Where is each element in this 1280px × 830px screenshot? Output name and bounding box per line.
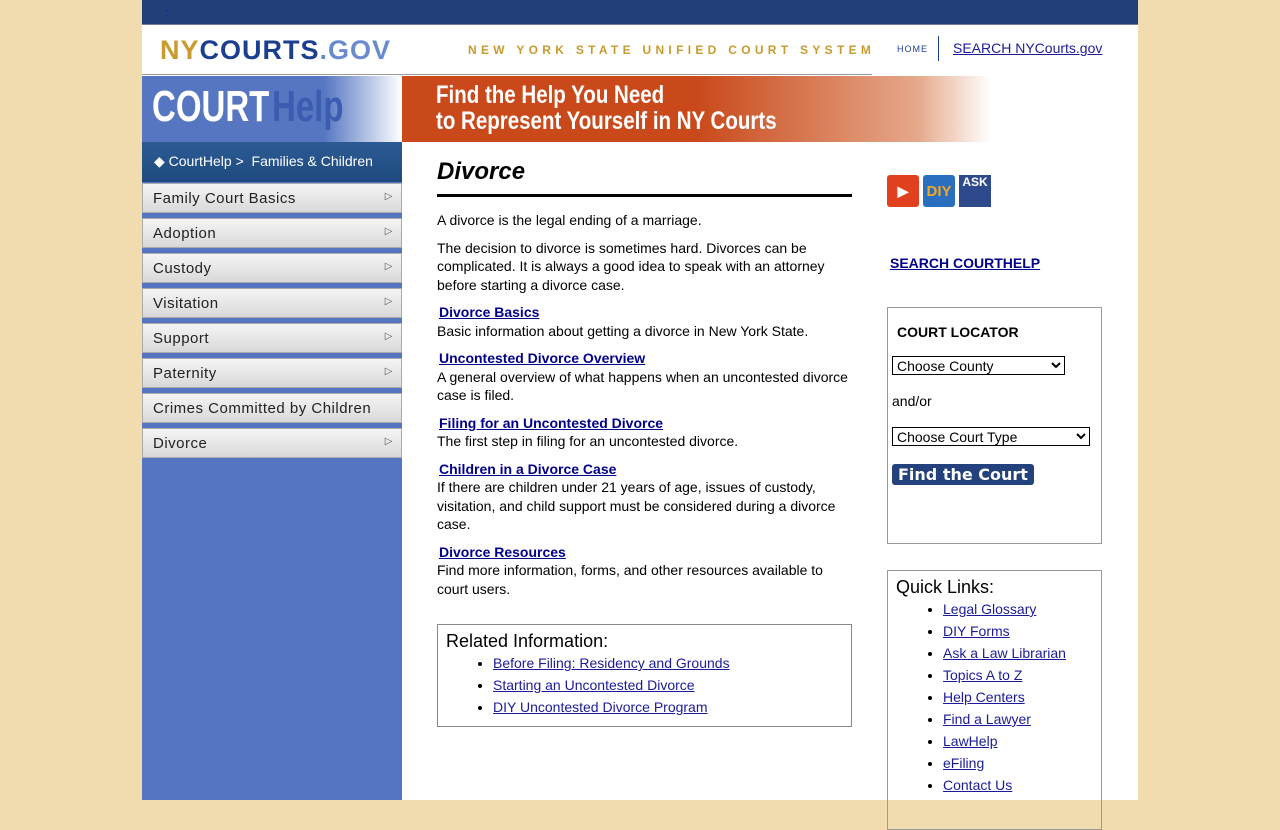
diy-icon[interactable]: DIY — [923, 175, 955, 207]
logo-gov: .GOV — [319, 35, 392, 65]
breadcrumb-families[interactable]: Families & Children — [251, 153, 373, 169]
sidebar-item[interactable] — [142, 218, 402, 248]
related-link[interactable]: DIY Uncontested Divorce Program — [493, 699, 708, 715]
intro-text: The decision to divorce is sometimes hard. Divorces can be complicated. It is always a good idea to speak with an attorney before starting a divorce case. — [437, 239, 825, 293]
search-courthelp-link[interactable]: SEARCH COURTHELP — [890, 255, 1041, 271]
section-desc: If there are children under 21 years of age, issues of custody, visitation, and child support must be considered during a divorce case. — [437, 479, 836, 532]
sidebar-item[interactable] — [142, 428, 402, 458]
slogan-line2: to Represent Yourself in NY Courts — [436, 107, 777, 135]
sidebar-item-label: Crimes Committed by Children — [153, 400, 372, 417]
logo-ny: NY — [160, 35, 200, 65]
sidebar-item-label: Visitation — [153, 295, 219, 312]
quick-link[interactable]: Topics A to Z — [943, 667, 1023, 683]
chevron-right-icon: ▷ — [384, 331, 393, 342]
chevron-right-icon: ▷ — [384, 296, 393, 307]
sidebar-item-label: Paternity — [153, 365, 217, 382]
section — [437, 414, 852, 451]
top-bar — [142, 0, 1138, 25]
page — [142, 0, 1138, 800]
logo-court: COURT — [152, 82, 270, 131]
section-desc: Basic information about getting a divorce in New York State. — [437, 322, 809, 339]
masthead — [142, 25, 876, 75]
quick-link[interactable]: Ask a Law Librarian — [943, 645, 1066, 661]
divider — [938, 36, 939, 61]
slogan-line1: Find the Help You Need — [436, 81, 665, 109]
find-court-button[interactable]: Find the Court — [892, 464, 1034, 485]
court-type-select[interactable] — [892, 427, 1090, 446]
tagline: NEW YORK STATE UNIFIED COURT SYSTEM — [468, 43, 876, 57]
related-title: Related Information: — [446, 631, 609, 651]
sidebar-item[interactable] — [142, 393, 402, 423]
list-item — [943, 598, 1093, 620]
quick-link[interactable]: LawHelp — [943, 733, 998, 749]
list-item — [943, 642, 1093, 664]
list-item — [943, 708, 1093, 730]
breadcrumb-courthelp[interactable]: CourtHelp > — [168, 153, 244, 169]
section — [437, 460, 852, 534]
list-item — [943, 620, 1093, 642]
quick-links-box — [887, 570, 1102, 830]
quick-link[interactable]: eFiling — [943, 755, 985, 771]
section — [437, 349, 852, 405]
banner-slogan — [402, 76, 1138, 142]
page-title: Divorce — [437, 158, 852, 197]
list-item — [493, 674, 843, 696]
sidebar-item-label: Custody — [153, 260, 212, 277]
sidebar-item[interactable] — [142, 358, 402, 388]
list-item — [493, 652, 843, 674]
main-content — [437, 158, 852, 727]
list-item — [943, 752, 1093, 774]
list-item — [493, 696, 843, 718]
sidebar-item[interactable] — [142, 183, 402, 213]
sidebar-item[interactable] — [142, 288, 402, 318]
home-link[interactable]: HOME — [897, 44, 928, 54]
and-or-label: and/or — [892, 393, 932, 409]
sidebar-item[interactable] — [142, 323, 402, 353]
sidebar-item[interactable] — [142, 253, 402, 283]
breadcrumb — [142, 142, 402, 182]
section-link[interactable]: Filing for an Uncontested Divorce — [439, 414, 664, 431]
section-desc: The first step in filing for an uncontested divorce. — [437, 433, 739, 449]
quick-link[interactable]: Help Centers — [943, 689, 1025, 705]
section — [437, 303, 852, 340]
section-link[interactable]: Divorce Basics — [439, 304, 540, 320]
list-item — [943, 664, 1093, 686]
back-arrow-icon: ◆ — [154, 153, 169, 169]
video-play-icon[interactable]: ▶ — [887, 175, 919, 207]
related-info-box — [437, 624, 852, 727]
logo-courts: COURTS — [199, 35, 320, 65]
sidebar-item-label: Divorce — [153, 435, 208, 452]
skip-link[interactable]: - — [166, 6, 169, 15]
sidebar — [142, 142, 402, 800]
court-locator — [887, 307, 1102, 544]
quick-links-title: Quick Links: — [896, 577, 995, 597]
nycourts-logo[interactable] — [160, 35, 391, 66]
chevron-right-icon: ▷ — [384, 191, 393, 202]
section-link[interactable]: Children in a Divorce Case — [439, 460, 617, 477]
county-select[interactable] — [892, 356, 1065, 375]
chevron-right-icon: ▷ — [384, 261, 393, 272]
list-item — [943, 774, 1093, 796]
chevron-right-icon: ▷ — [384, 226, 393, 237]
quick-link[interactable]: Find a Lawyer — [943, 711, 1031, 727]
section-link[interactable]: Uncontested Divorce Overview — [439, 350, 646, 366]
banner — [142, 76, 1138, 142]
list-item — [943, 686, 1093, 708]
intro-text: A divorce is the legal ending of a marriage. — [437, 212, 702, 228]
sidebar-item-label: Support — [153, 330, 210, 347]
courthelp-logo[interactable] — [142, 76, 402, 142]
list-item — [943, 730, 1093, 752]
right-column — [887, 175, 1102, 830]
section — [437, 543, 852, 599]
related-link[interactable]: Before Filing: Residency and Grounds — [493, 655, 730, 671]
ask-librarian-icon[interactable]: ASK — [959, 175, 991, 207]
court-locator-title: COURT LOCATOR — [897, 324, 1019, 340]
quick-link[interactable]: DIY Forms — [943, 623, 1010, 639]
chevron-right-icon: ▷ — [384, 436, 393, 447]
related-link[interactable]: Starting an Uncontested Divorce — [493, 677, 695, 693]
section-desc: A general overview of what happens when an uncontested divorce case is filed. — [437, 368, 848, 403]
quick-link[interactable]: Contact Us — [943, 777, 1013, 793]
sidebar-item-label: Family Court Basics — [153, 190, 296, 207]
quick-link[interactable]: Legal Glossary — [943, 601, 1037, 617]
sidebar-item-label: Adoption — [153, 225, 217, 242]
search-nycourts-link[interactable]: SEARCH NYCourts.gov — [953, 40, 1103, 56]
section-desc: Find more information, forms, and other resources available to court users. — [437, 562, 823, 597]
logo-help: Help — [272, 82, 344, 131]
section-link[interactable]: Divorce Resources — [439, 543, 566, 560]
chevron-right-icon: ▷ — [384, 366, 393, 377]
